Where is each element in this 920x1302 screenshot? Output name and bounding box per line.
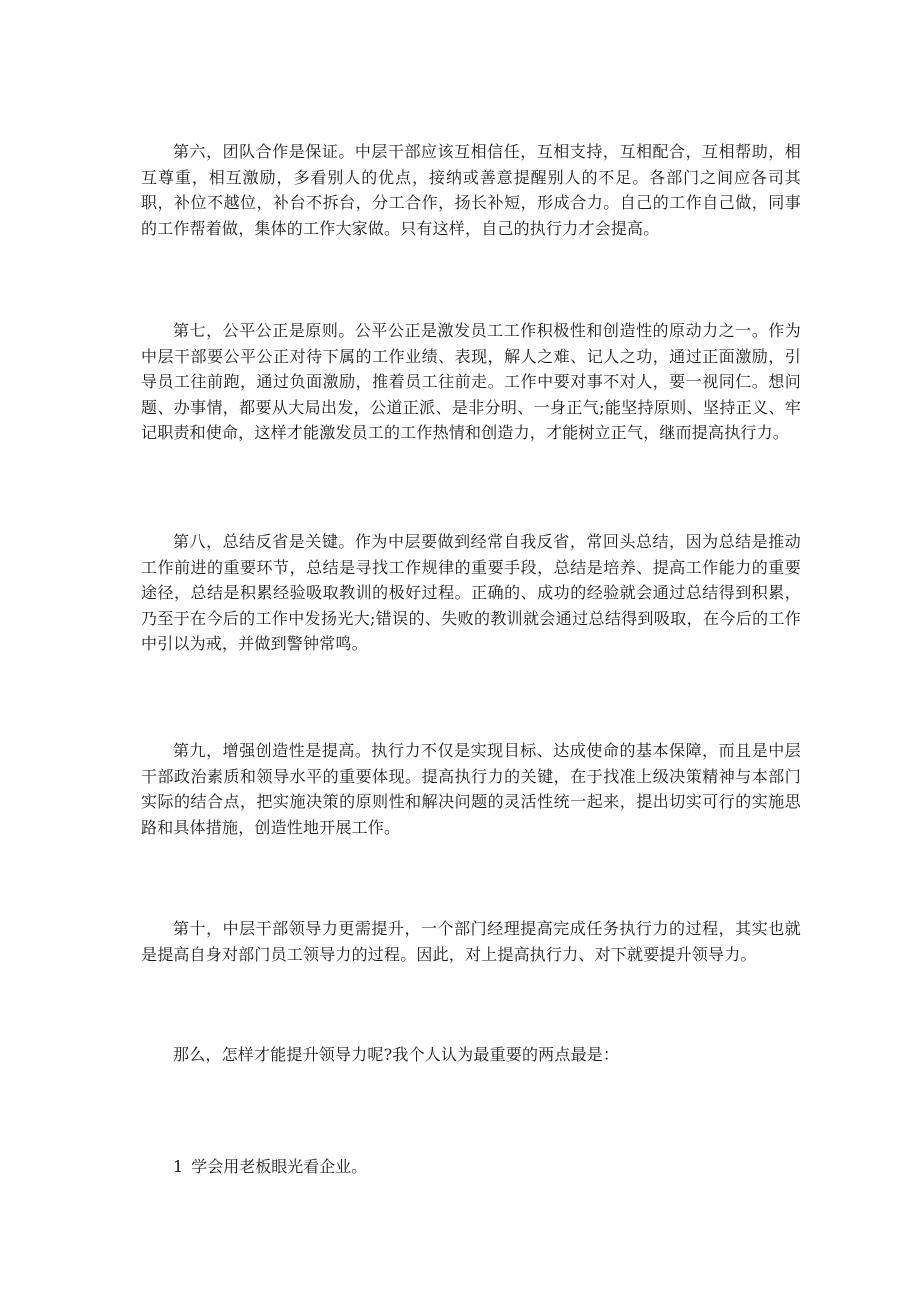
paragraph-question: 那么，怎样才能提升领导力呢?我个人认为最重要的两点最是： — [173, 1045, 620, 1064]
list-item-number: 1 — [173, 1157, 184, 1176]
list-item — [173, 1154, 367, 1180]
paragraph-teamwork: 第六，团队合作是保证。中层干部应该互相信任，互相支持，互相配合，互相帮助，相互尊重，相互激励，多看别人的优点，接纳或善意提醒别人的不足。各部门之间应各司其职，补位不越位，补台不拆台，分工合作，扬长补短，形成合力。自己的工作自己做，同事的工作帮着做，集体的工作大家做。只有这样，自己的执行力才会提高。 — [141, 142, 801, 238]
list-item-text: 学会用老板眼光看企业。 — [191, 1157, 368, 1176]
paragraph-fairness: 第七，公平公正是原则。公平公正是激发员工工作积极性和创造性的原动力之一。作为中层干部要公平公正对待下属的工作业绩、表现，解人之难、记人之功，通过正面激励，引导员工往前跑，通过负面激励，推着员工往前走。工作中要对事不对人，要一视同仁。想问题、办事情，都要从大局出发，公道正派、是非分明、一身正气;能坚持原则、坚持正义、牢记职责和使命，这样才能激发员工的工作热情和创造力，才能树立正气，继而提高执行力。 — [141, 321, 801, 442]
paragraph-reflection: 第八，总结反省是关键。作为中层要做到经常自我反省，常回头总结，因为总结是推动工作前进的重要环节，总结是寻找工作规律的重要手段，总结是培养、提高工作能力的重要途径，总结是积累经验吸取教训的极好过程。正确的、成功的经验就会通过总结得到积累，乃至于在今后的工作中发扬光大;错误的、失败的教训就会通过总结得到吸取，在今后的工作中引以为戒，并做到警钟常鸣。 — [141, 532, 801, 653]
paragraph-creativity: 第九，增强创造性是提高。执行力不仅是实现目标、达成使命的基本保障，而且是中层干部政治素质和领导水平的重要体现。提高执行力的关键，在于找准上级决策精神与本部门实际的结合点，把实施决策的原则性和解决问题的灵活性统一起来，提出切实可行的实施思路和具体措施，创造性地开展工作。 — [141, 741, 801, 837]
paragraph-leadership: 第十，中层干部领导力更需提升，一个部门经理提高完成任务执行力的过程，其实也就是提高自身对部门员工领导力的过程。因此，对上提高执行力、对下就要提升领导力。 — [141, 919, 801, 964]
